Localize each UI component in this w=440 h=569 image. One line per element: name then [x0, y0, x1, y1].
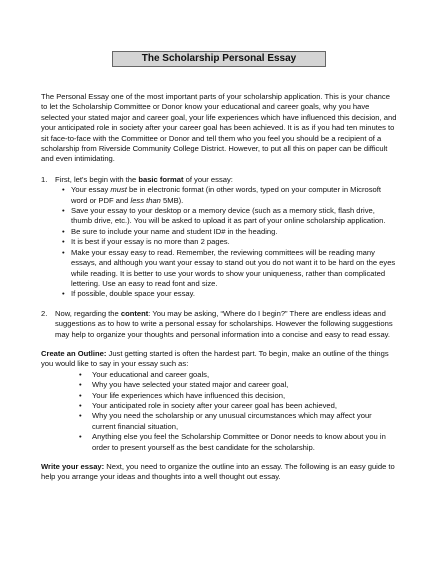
list-number: 2. [41, 308, 48, 318]
section-content [41, 309, 397, 340]
list-item: • Make your essay easy to read. Remember, the reviewing committees will be reading many essays, and although you want your essay to stand out you do not want it to be hard on the eyes while reading. It is better to use your words to show your uniqueness, rather than complicated lettering. Use an easy to read font and size. [62, 247, 396, 288]
list-item: • Your anticipated role in society after your career goal has been achieved, [79, 400, 337, 410]
list-item: • Your life experiences which have influenced this decision, [79, 390, 286, 400]
bullet-icon: • [79, 369, 82, 379]
list-item: • Your essay must be in electronic format (in other words, typed on your computer in Microsoft word or PDF and less than 5MB). [62, 185, 381, 205]
list-item: • Your educational and career goals, [79, 369, 210, 379]
bullet-icon: • [79, 432, 82, 442]
list-item: • Anything else you feel the Scholarship Committee or Donor needs to know about you in order to present yourself as the best candidate for the scholarship. [79, 432, 386, 452]
list-item: • Save your essay to your desktop or a memory device (such as a memory stick, flash drive, thumb drive, etc.). You will be asked to upload it as part of your online scholarship application. [62, 206, 386, 226]
outline-heading: Create an Outline: [41, 348, 107, 358]
write-text: Next, you need to organize the outline into an essay. The following is an easy guide to help you arrange your ideas and thoughts into a well thought out essay. [41, 462, 395, 482]
outline-bullets [77, 370, 397, 453]
section-tail: of your essay: [183, 174, 233, 184]
write-paragraph [41, 462, 397, 483]
bullet-icon: • [62, 237, 65, 247]
bullet-icon: • [79, 411, 82, 421]
bullet-icon: • [62, 206, 65, 216]
format-bullets [55, 185, 397, 299]
list-item: • It is best if your essay is no more than 2 pages. [62, 237, 230, 247]
bullet-icon: • [79, 380, 82, 390]
section-lead: First, let's begin with the [55, 174, 139, 184]
bullet-icon: • [62, 226, 65, 236]
list-item: • Why you need the scholarship or any unusual circumstances which may affect your current financial situation, [79, 411, 372, 431]
section-bold: content [120, 308, 149, 318]
bullet-icon: • [79, 390, 82, 400]
document-body [41, 92, 397, 493]
list-item: • If possible, double space your essay. [62, 289, 195, 299]
bullet-icon: • [62, 185, 65, 195]
section-lead: Now, regarding the [55, 308, 121, 318]
numbered-list [41, 175, 397, 340]
intro-paragraph: The Personal Essay one of the most important parts of your scholarship application. This is your chance to let the Scholarship Committee or Donor know your educational and career goals, why you have selected your stated major and career goal, your life experiences which have influenced this decision, and your anticipated role in society after your career goal has been achieved. It is as if you had ten minutes to sit face-to-face with the Committee or Donor and tell them who you feel you should be a recipient of a scholarship from Riverside Community College District. However, to put all this on paper can be difficult and even intimidating. [41, 92, 397, 164]
section-bold: basic format [138, 174, 184, 184]
section-basic-format [41, 175, 397, 300]
list-item: • Why you have selected your stated major and career goal, [79, 380, 289, 390]
bullet-icon: • [62, 247, 65, 257]
list-item: • Be sure to include your name and student ID# in the heading. [62, 226, 278, 236]
bullet-icon: • [79, 400, 82, 410]
write-heading: Write your essay: [41, 462, 105, 471]
outline-paragraph [41, 349, 397, 370]
section-tail: : You may be asking, “Where do I begin?” There are endless ideas and suggestions as to how to write a personal essay for scholarships. However the following suggestions may help to organize your thoughts and personal information into a concise and easy to read essay. [55, 308, 393, 339]
outline-text: Just getting started is often the hardest part. To begin, make an outline of the things you would like to say in your essay such as: [41, 348, 389, 369]
list-number: 1. [41, 174, 48, 184]
document-title: The Scholarship Personal Essay [112, 51, 326, 67]
bullet-icon: • [62, 289, 65, 299]
